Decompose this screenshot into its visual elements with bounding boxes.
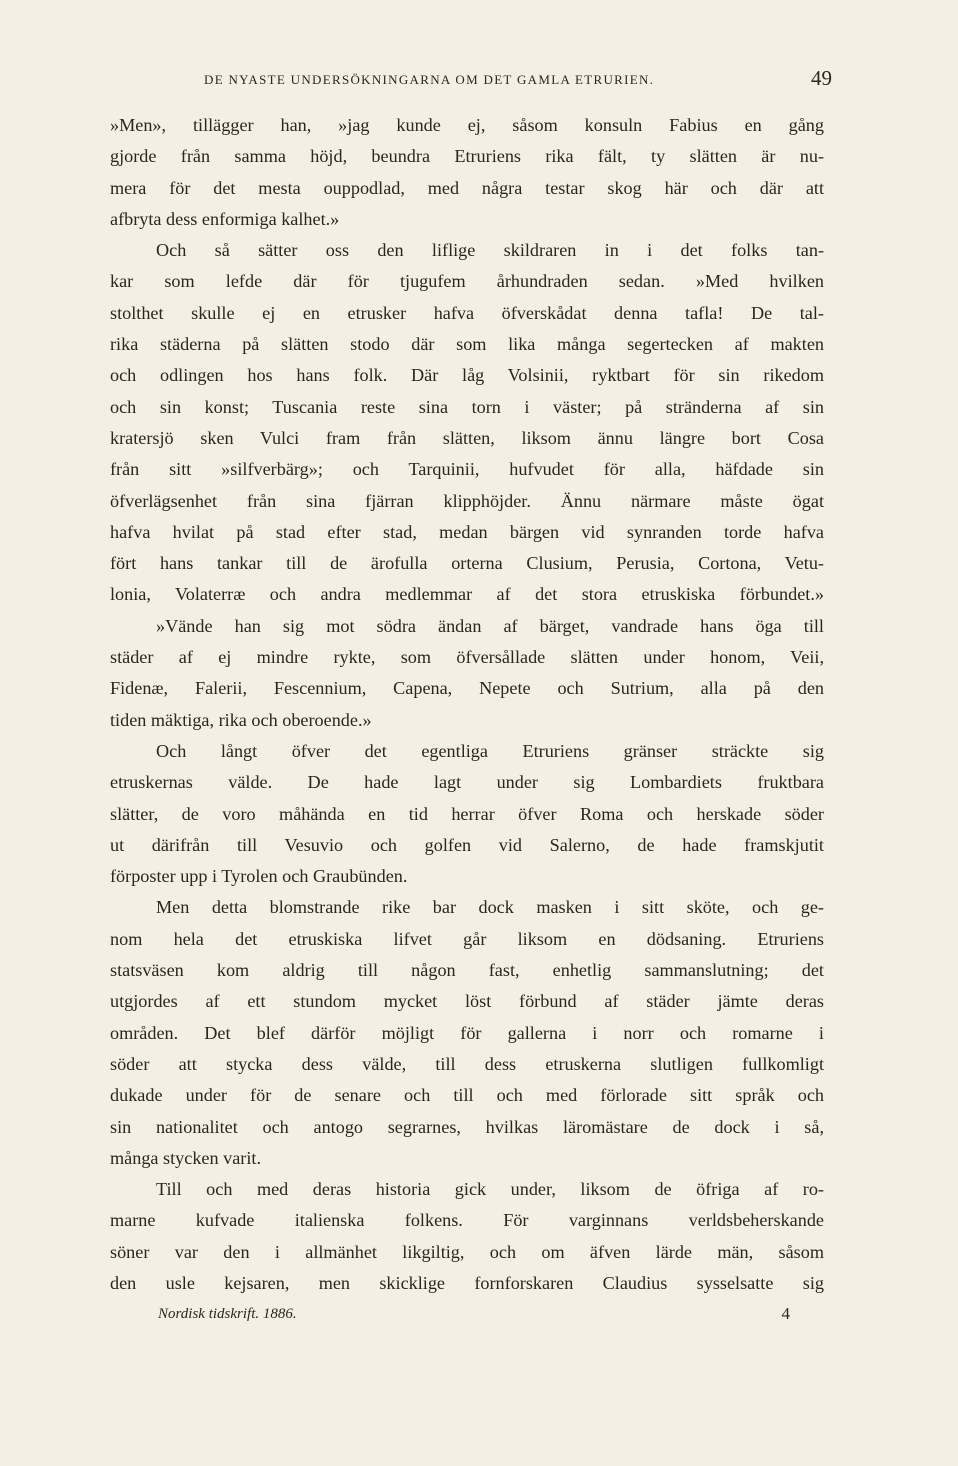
- text-line: dukade under för de senare och till och med förlorade sitt språk och: [110, 1085, 824, 1106]
- text-line: utgjordes af ett stundom mycket löst förbund af städer jämte deras: [110, 991, 824, 1012]
- text-line: Och långt öfver det egentliga Etruriens gränser sträckte sig: [156, 740, 824, 761]
- text-line: »Vände han sig mot södra ändan af bärget, vandrade hans öga till: [156, 615, 824, 636]
- text-line: stolthet skulle ej en etrusker hafva öfverskådat denna tafla! De tal-: [110, 302, 824, 323]
- text-line: marne kufvade italienska folkens. För varginnans verldsbeherskande: [110, 1210, 824, 1231]
- text-line: städer af ej mindre rykte, som öfversållade slätten under honom, Veii,: [110, 647, 824, 668]
- text-line: öfverlägsenhet från sina fjärran klipphöjder. Ännu närmare måste ögat: [110, 490, 824, 511]
- page-header: [110, 66, 832, 100]
- text-line: mera för det mesta ouppodlad, med några testar skog här och där att: [110, 177, 824, 198]
- text-line: kar som lefde där för tjugufem århundraden sedan. »Med hvilken: [110, 271, 824, 292]
- text-line: fört hans tankar till de ärofulla orterna Clusium, Perusia, Cortona, Vetu-: [110, 553, 824, 574]
- text-line: »Men», tillägger han, »jag kunde ej, såsom konsuln Fabius en gång: [110, 115, 824, 135]
- text-line: många stycken varit.: [110, 1147, 262, 1168]
- text-line: söder att stycka dess välde, till dess etruskerna slutligen fullkomligt: [110, 1053, 824, 1074]
- text-line: slätter, de voro måhända en tid herrar öfver Roma och herskade söder: [110, 803, 824, 824]
- text-line: Till och med deras historia gick under, liksom de öfriga af ro-: [156, 1179, 824, 1200]
- text-line: från sitt »silfverbärg»; och Tarquinii, hufvudet för alla, häfdade sin: [110, 459, 824, 480]
- signature-mark: 4: [781, 1304, 790, 1323]
- text-line: gjorde från samma höjd, beundra Etruriens rika fält, ty slätten är nu-: [110, 146, 824, 167]
- text-line: och sin konst; Tuscania reste sina torn i väster; på stränderna af sin: [110, 396, 824, 417]
- text-line: tiden mäktiga, rika och oberoende.»: [110, 709, 372, 730]
- page-footer: [158, 1302, 790, 1330]
- text-line: rika städerna på slätten stodo där som lika många segertecken af makten: [110, 334, 824, 355]
- text-line: förposter upp i Tyrolen och Graubünden.: [110, 866, 408, 887]
- text-line: sin nationalitet och antogo segrarnes, hvilkas läromästare de dock i så,: [110, 1116, 824, 1137]
- text-line: afbryta dess enformiga kalhet.»: [110, 208, 340, 229]
- running-head: DE NYASTE UNDERSÖKNINGARNA OM DET GAMLA ETRURIEN.: [204, 72, 655, 87]
- text-line: hafva hvilat på stad efter stad, medan bärgen vid synranden torde hafva: [110, 521, 824, 542]
- text-line: Och så sätter oss den liflige skildraren in i det folks tan-: [156, 240, 824, 261]
- text-line: etruskernas välde. De hade lagt under sig Lombardiets fruktbara: [110, 772, 824, 793]
- journal-footnote: Nordisk tidskrift. 1886.: [158, 1306, 297, 1322]
- page-number: 49: [811, 66, 832, 90]
- text-line: och odlingen hos hans folk. Där låg Volsinii, ryktbart för sin rikedom: [110, 365, 824, 386]
- text-line: Fidenæ, Falerii, Fescennium, Capena, Nepete och Sutrium, alla på den: [110, 678, 824, 699]
- text-line: områden. Det blef därför möjligt för gallerna i norr och romarne i: [110, 1022, 824, 1043]
- text-line: Men detta blomstrande rike bar dock masken i sitt sköte, och ge-: [156, 897, 824, 918]
- body-text: [110, 110, 824, 1299]
- text-line: kratersjö sken Vulci fram från slätten, liksom ännu längre bort Cosa: [110, 427, 824, 448]
- text-line: nom hela det etruskiska lifvet går liksom en dödsaning. Etruriens: [110, 928, 824, 949]
- text-line: lonia, Volaterræ och andra medlemmar af det stora etruskiska förbundet.»: [110, 584, 824, 605]
- text-line: statsväsen kom aldrig till någon fast, enhetlig sammanslutning; det: [110, 960, 824, 981]
- text-line: söner var den i allmänhet likgiltig, och om äfven lärde män, såsom: [110, 1241, 824, 1262]
- text-line: ut därifrån till Vesuvio och golfen vid Salerno, de hade framskjutit: [110, 834, 824, 855]
- text-line: den usle kejsaren, men skicklige fornforskaren Claudius sysselsatte sig: [110, 1272, 824, 1293]
